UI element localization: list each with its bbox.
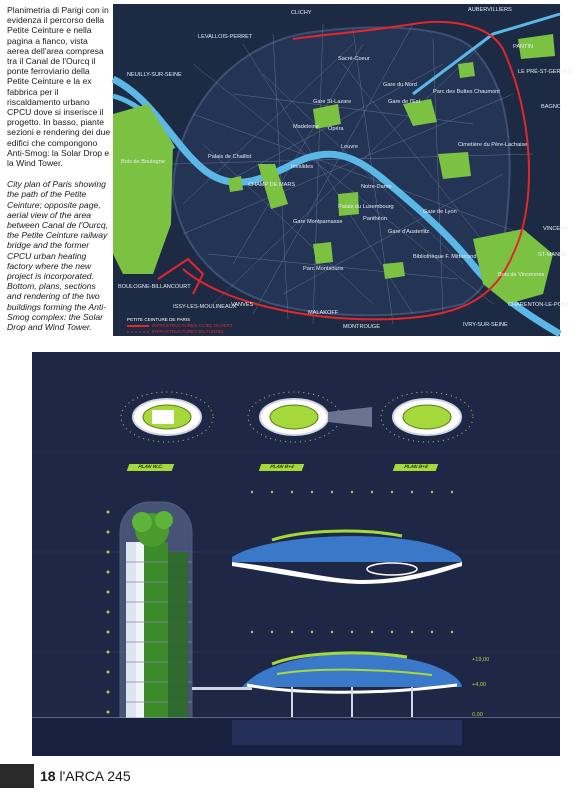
map-label-montparnasse: Gare Montparnasse (293, 219, 343, 225)
map-label-vincennes: VINCENN (543, 226, 569, 232)
caption-italian: Planimetria di Parigi con in evidenza il percorso della Petite Ceinture e nella pagina a fianco, vista aerea dell'area compresa tra il Canal de l'Ourcq il ponte ferroviario della Petite Ceinture e la ex fabbrica per il riscaldamento urbano CPCU dove si inserisce il progetto. In basso, piante sezioni e rendering dei due edifici che compongono Anti-Smog: la Solar Drop e la Wind Tower. (7, 5, 111, 169)
plan-tag-wc: PLAN W.C. (127, 464, 174, 471)
footer-bar (0, 764, 34, 788)
map-label-vanves: VANVES (231, 302, 254, 308)
map-label-stmande: ST-MANDÉ (538, 252, 567, 258)
map-label-notredame: Notre-Dame (361, 184, 392, 190)
legend-row-tunnel (127, 329, 233, 335)
map-label-montsouris: Parc Montsouris (303, 266, 344, 272)
map-label-chaillot: Palais de Chaillot (208, 154, 252, 160)
map-label-louvre: Louvre (341, 144, 359, 150)
plan-tag-b4: PLAN B+4 (259, 464, 305, 471)
park-pere-lachaise (438, 152, 471, 179)
legend-line-open: INFRASTRUCTURES A CIEL OUVERT (152, 323, 233, 328)
map-label-garenord: Gare du Nord (383, 82, 417, 88)
map-label-clichy: CLICHY (291, 10, 312, 16)
map-label-neuilly: NEUILLY-SUR-SEINE (127, 72, 182, 78)
map-label-pere: Cimetière du Père-Lachaise (458, 142, 528, 148)
map-label-boulogne: BOULOGNE-BILLANCOURT (118, 284, 191, 290)
map-label-pantin: PANTIN (513, 44, 534, 50)
map-label-ivry: IVRY-SUR-SEINE (463, 322, 508, 328)
map-label-aubervilliers: AUBERVILLIERS (468, 7, 512, 13)
legend-line-tunnel-swatch (127, 330, 149, 334)
map-label-austerlitz: Gare d'Austerlitz (388, 229, 430, 235)
section-label-3: 0,00 (472, 712, 483, 718)
caption-english: City plan of Paris showing the path of the Petite Ceinture; opposite page, aerial view of the area between Canal de l'Ourcq, the Petite Ceinture railway bridge and the former CPCU urban heating factory where the new project is incorporated. Bottom, plans, sections and rendering of the two buildings forming the Anti-Smog complex: the Solar Drop and Wind Tower. (7, 179, 109, 333)
magazine-name: l'ARCA 245 (59, 768, 131, 784)
park-south (383, 262, 405, 279)
page-number: 18 (40, 768, 56, 784)
caption (7, 5, 111, 332)
legend-line-tunnel: INFRASTRUCTURES EN TUNNEL (152, 329, 225, 334)
architecture-render (32, 352, 560, 756)
park-montsouris (313, 242, 333, 264)
legend-line-open-swatch (127, 324, 149, 328)
map-label-luxembourg: Palais du Luxembourg (338, 204, 394, 210)
map-label-lepre: LE PRÉ-ST-GERVAIS (518, 69, 573, 75)
map-label-levallois: LEVALLOIS-PERRET (198, 34, 253, 40)
map-label-madeleine: Madeleine (293, 124, 319, 130)
map-label-bibliotheque: Bibliothèque F. Mitterrand (413, 254, 477, 260)
map-label-buttes: Parc des Buttes Chaumont (433, 89, 500, 95)
legend-title: PETITE CEINTURE DE PARIS (127, 317, 191, 322)
map-label-garelyon: Gare de Lyon (423, 209, 457, 215)
map-label-pantheon: Panthéon (363, 216, 387, 222)
page-footer (0, 764, 566, 788)
map-label-boisdeboulogne: Bois de Boulogne (121, 159, 165, 165)
map-label-sacrecoeur: Sacré-Coeur (338, 56, 370, 62)
section-label-1: +19,00 (472, 657, 490, 663)
map-label-charenton: CHARENTON-LE-PONT (508, 302, 570, 308)
plan-tag-b8: PLAN B+8 (393, 464, 439, 471)
map-label-issy: ISSY-LES-MOULINEAUX (173, 304, 237, 310)
map-label-montrouge: MONTROUGE (343, 324, 380, 330)
map-label-invalides: Invalides (291, 164, 314, 170)
render-graphic (32, 352, 560, 756)
paris-map (113, 4, 573, 336)
map-legend (127, 317, 233, 335)
map-label-opera: Opéra (328, 126, 344, 132)
basement (232, 720, 462, 745)
section-label-2: +4,00 (472, 682, 487, 688)
map-label-bagnolet: BAGNO (541, 104, 562, 110)
map-label-malakoff: MALAKOFF (308, 310, 339, 316)
folio (40, 768, 131, 784)
map-label-stlazare: Gare St-Lazare (313, 99, 352, 105)
wind-tower (120, 502, 192, 747)
map-label-garest: Gare de l'Est (388, 99, 421, 105)
map-label-boisdevincennes: Bois de Vincennes (498, 272, 545, 278)
park-villette (458, 62, 475, 78)
map-label-champ: CHAMP DE MARS (248, 182, 296, 188)
